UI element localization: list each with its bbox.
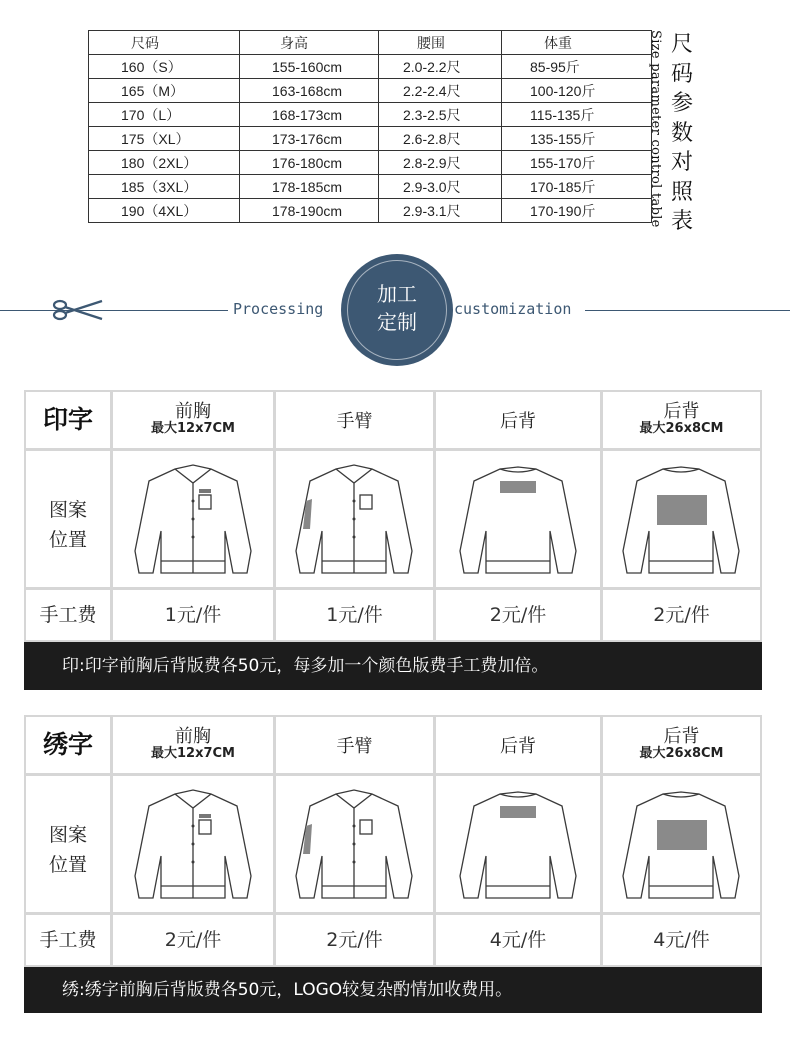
weight-cell: 170-190斤 [502, 199, 652, 223]
embroidery-note: 绣:绣字前胸后背版费各50元，LOGO较复杂酌情加收费用。 [24, 967, 762, 1013]
jacket-arm-icon [286, 786, 422, 906]
header-front-chest [113, 717, 273, 773]
size-table-title-cn: 尺码参数对照表 [670, 32, 693, 234]
badge-ring [347, 260, 447, 360]
embroidery-block-title: 绣字 [26, 717, 110, 773]
header-sub: 最大26x8CM [639, 421, 724, 436]
image-cell-arm [276, 451, 433, 587]
header-main: 后背 [500, 411, 536, 432]
size-table-title-en: Size parameter control table [648, 30, 663, 228]
header-arm [276, 717, 433, 773]
height-header: 身高 [240, 31, 379, 55]
divider-line-left [0, 310, 228, 311]
waist-cell: 2.9-3.0尺 [379, 175, 502, 199]
header-main: 前胸 [175, 726, 211, 747]
size-cell: 170（L） [89, 103, 240, 127]
price-back: 2元/件 [436, 590, 600, 640]
waist-cell: 2.6-2.8尺 [379, 127, 502, 151]
weight-header: 体重 [502, 31, 652, 55]
position-label-cell [26, 451, 110, 587]
image-cell-front [113, 451, 273, 587]
size-cell: 175（XL） [89, 127, 240, 151]
table-row [89, 103, 652, 127]
jacket-front-chest-icon [125, 786, 261, 906]
size-cell: 180（2XL） [89, 151, 240, 175]
image-cell-back [436, 451, 600, 587]
waist-cell: 2.0-2.2尺 [379, 55, 502, 79]
jacket-back-small-icon [450, 461, 586, 581]
image-cell-front [113, 776, 273, 912]
header-main: 后背 [500, 736, 536, 757]
badge-line-1: 加工 [377, 282, 417, 306]
price-back-large: 4元/件 [603, 915, 760, 965]
weight-cell: 100-120斤 [502, 79, 652, 103]
height-cell: 163-168cm [240, 79, 379, 103]
image-cell-back [436, 776, 600, 912]
header-back-large [603, 392, 760, 448]
table-row [89, 199, 652, 223]
weight-cell: 155-170斤 [502, 151, 652, 175]
header-main: 手臂 [336, 411, 373, 432]
price-front: 2元/件 [113, 915, 273, 965]
height-cell: 178-190cm [240, 199, 379, 223]
header-sub: 最大12x7CM [151, 746, 235, 761]
header-back [436, 392, 600, 448]
header-arm [276, 392, 433, 448]
print-pricing-block [24, 390, 762, 690]
jacket-back-small-icon [450, 786, 586, 906]
size-table [88, 30, 652, 223]
table-row [89, 55, 652, 79]
price-arm: 1元/件 [276, 590, 433, 640]
position-label: 图案位置 [48, 824, 87, 876]
table-row [89, 79, 652, 103]
waist-cell: 2.3-2.5尺 [379, 103, 502, 127]
header-main: 后背 [663, 401, 700, 422]
table-row [89, 127, 652, 151]
price-back-large: 2元/件 [603, 590, 760, 640]
size-cell: 160（S） [89, 55, 240, 79]
height-cell: 178-185cm [240, 175, 379, 199]
height-cell: 168-173cm [240, 103, 379, 127]
height-cell: 155-160cm [240, 55, 379, 79]
weight-cell: 170-185斤 [502, 175, 652, 199]
size-header: 尺码 [89, 31, 240, 55]
price-front: 1元/件 [113, 590, 273, 640]
scissors-icon [52, 298, 104, 322]
table-row [89, 151, 652, 175]
weight-cell: 135-155斤 [502, 127, 652, 151]
table-row [89, 175, 652, 199]
processing-label: Processing [233, 300, 324, 318]
waist-cell: 2.8-2.9尺 [379, 151, 502, 175]
image-cell-arm [276, 776, 433, 912]
image-cell-back-large [603, 776, 760, 912]
header-front-chest [113, 392, 273, 448]
image-cell-back-large [603, 451, 760, 587]
size-cell: 185（3XL） [89, 175, 240, 199]
waist-cell: 2.2-2.4尺 [379, 79, 502, 103]
print-block-title: 印字 [26, 392, 110, 448]
weight-cell: 85-95斤 [502, 55, 652, 79]
weight-cell: 115-135斤 [502, 103, 652, 127]
jacket-arm-icon [286, 461, 422, 581]
position-label: 图案位置 [48, 499, 87, 551]
waist-header: 腰围 [379, 31, 502, 55]
header-main: 前胸 [175, 401, 211, 422]
embroidery-pricing-block [24, 715, 762, 1013]
position-label-cell [26, 776, 110, 912]
customization-label: customization [454, 300, 572, 318]
fee-label: 手工费 [26, 915, 110, 965]
print-note: 印:印字前胸后背版费各50元，每多加一个颜色版费手工费加倍。 [24, 642, 762, 690]
fee-label: 手工费 [26, 590, 110, 640]
header-back [436, 717, 600, 773]
header-sub: 最大26x8CM [639, 746, 724, 761]
size-table-header-row [89, 31, 652, 55]
header-main: 手臂 [336, 736, 373, 757]
waist-cell: 2.9-3.1尺 [379, 199, 502, 223]
header-back-large [603, 717, 760, 773]
header-main: 后背 [663, 726, 700, 747]
price-back: 4元/件 [436, 915, 600, 965]
header-sub: 最大12x7CM [151, 421, 235, 436]
divider-line-right [585, 310, 790, 311]
jacket-front-chest-icon [125, 461, 261, 581]
size-cell: 165（M） [89, 79, 240, 103]
height-cell: 176-180cm [240, 151, 379, 175]
jacket-back-large-icon [613, 461, 749, 581]
badge-line-2: 定制 [377, 310, 417, 334]
size-cell: 190（4XL） [89, 199, 240, 223]
height-cell: 173-176cm [240, 127, 379, 151]
jacket-back-large-icon [613, 786, 749, 906]
price-arm: 2元/件 [276, 915, 433, 965]
